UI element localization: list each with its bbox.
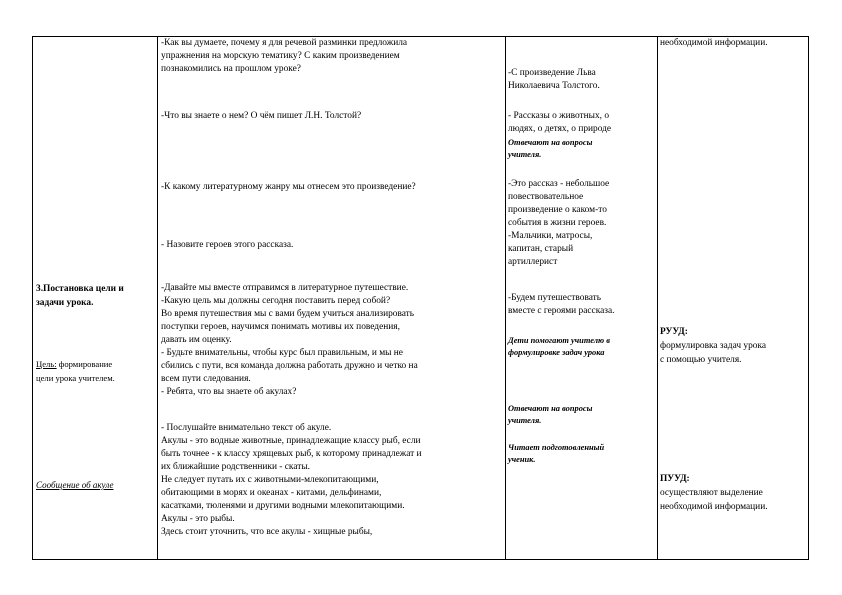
question-1-line-2: упражнения на морскую тематику? С каким произведением (161, 51, 400, 61)
shark-text-line-7: касатками, тюленями и другими водными млекопитающими. (161, 501, 405, 511)
shark-text-line-1: - Послушайте внимательно текст об акуле. (161, 423, 332, 433)
ruud-title: РУУД: (660, 327, 688, 337)
column-divider-3 (657, 37, 658, 559)
answer-3-line-6: капитан, старый (508, 244, 574, 254)
answer-1-line-1: -С произведение Льва (508, 68, 596, 78)
ruud-text-line-1: формулировка задач урока (660, 341, 767, 351)
question-4: - Назовите героев этого рассказа. (161, 240, 294, 250)
teacher-paragraph-line-3: Во время путешествия мы с вами будем учиться анализировать (161, 309, 415, 319)
shark-text-line-4: их ближайшие родственники - скаты. (161, 462, 311, 472)
shark-text-line-2: Акулы - это водные животные, принадлежащие классу рыб, если (161, 436, 421, 446)
goal-line (36, 358, 112, 371)
answers-note-line-1: Отвечают на вопросы (508, 404, 593, 413)
stage-title-line-1: 3.Постановка цели и (36, 284, 124, 294)
teacher-paragraph-line-1: -Давайте мы вместе отправимся в литературное путешествие. (161, 283, 409, 293)
answer-2-note-line-1: Отвечают на вопросы (508, 138, 593, 147)
reader-note-line-1: Читает подготовленный (508, 443, 605, 452)
answer-3-line-2: повествовательное (508, 192, 584, 202)
shark-text-line-3: быть точнее - к классу хрящевых рыб, к которому принадлежат и (161, 449, 422, 459)
answer-1-line-2: Николаевича Толстого. (508, 81, 600, 91)
question-3: -К какому литературному жанру мы отнесем это произведение? (161, 182, 416, 192)
teacher-paragraph-line-7: сбились с пути, вся команда должна работать дружно и четко на (161, 361, 418, 371)
lesson-table (32, 36, 809, 560)
answer-2-note-line-2: учителя. (508, 150, 542, 159)
column-divider-2 (505, 37, 506, 559)
puud-text-line-1: осуществляют выделение (660, 488, 763, 498)
teacher-paragraph-line-6: - Будьте внимательны, чтобы курс был правильным, и мы не (161, 348, 403, 358)
teacher-paragraph-line-2: -Какую цель мы должны сегодня поставить перед собой? (161, 296, 391, 306)
answer-3-line-7: артиллерист (508, 257, 558, 267)
students-note-line-2: формулировке задач урока (508, 348, 605, 357)
reader-note-line-2: ученик. (508, 455, 536, 464)
answer-3-line-3: произведение о каком-то (508, 205, 607, 215)
question-2: -Что вы знаете о нем? О чём пишет Л.Н. Толстой? (161, 111, 362, 121)
question-1-line-3: познакомились на прошлом уроке? (161, 64, 301, 74)
goal-text-line-2: цели урока учителем. (36, 373, 115, 383)
uud-top-text: необходимой информации. (660, 38, 768, 48)
puud-text-line-2: необходимой информации. (660, 502, 768, 512)
answers-note-line-2: учителя. (508, 416, 542, 425)
answer-4-line-1: -Будем путешествовать (508, 293, 602, 303)
ruud-text-line-2: с помощью учителя. (660, 355, 742, 365)
shark-text-line-5: Не следует путать их с животными-млекопитающими, (161, 475, 379, 485)
shark-text-line-9: Здесь стоит уточнить, что все акулы - хищные рыбы, (161, 527, 373, 537)
students-note-line-1: Дети помогают учителю в (508, 336, 610, 345)
column-divider-1 (157, 37, 158, 559)
answer-3-line-4: события в жизни героев. (508, 218, 607, 228)
shark-message-label: Сообщение об акуле (36, 480, 114, 490)
question-1-line-1: -Как вы думаете, почему я для речевой разминки предложила (161, 38, 408, 48)
shark-text-line-6: обитающими в морях и океанах - китами, дельфинами, (161, 488, 382, 498)
goal-text: формирование (56, 359, 113, 369)
teacher-paragraph-line-4: поступки героев, научимся понимать мотивы их поведения, (161, 322, 400, 332)
answer-3-line-5: -Мальчики, матросы, (508, 231, 593, 241)
teacher-paragraph-line-9: - Ребята, что вы знаете об акулах? (161, 387, 297, 397)
answer-2-line-1: - Рассказы о животных, о (508, 111, 610, 121)
teacher-paragraph-line-5: давать им оценку. (161, 335, 232, 345)
answer-3-line-1: -Это рассказ - небольшое (508, 179, 610, 189)
puud-title: ПУУД: (660, 474, 690, 484)
teacher-paragraph-line-8: всем пути следования. (161, 374, 251, 384)
stage-title-line-2: задачи урока. (36, 298, 94, 308)
goal-label: Цель: (36, 359, 57, 369)
answer-4-line-2: вместе с героями рассказа. (508, 306, 615, 316)
shark-text-line-8: Акулы - это рыбы. (161, 514, 235, 524)
answer-2-line-2: людях, о детях, о природе (508, 124, 612, 134)
